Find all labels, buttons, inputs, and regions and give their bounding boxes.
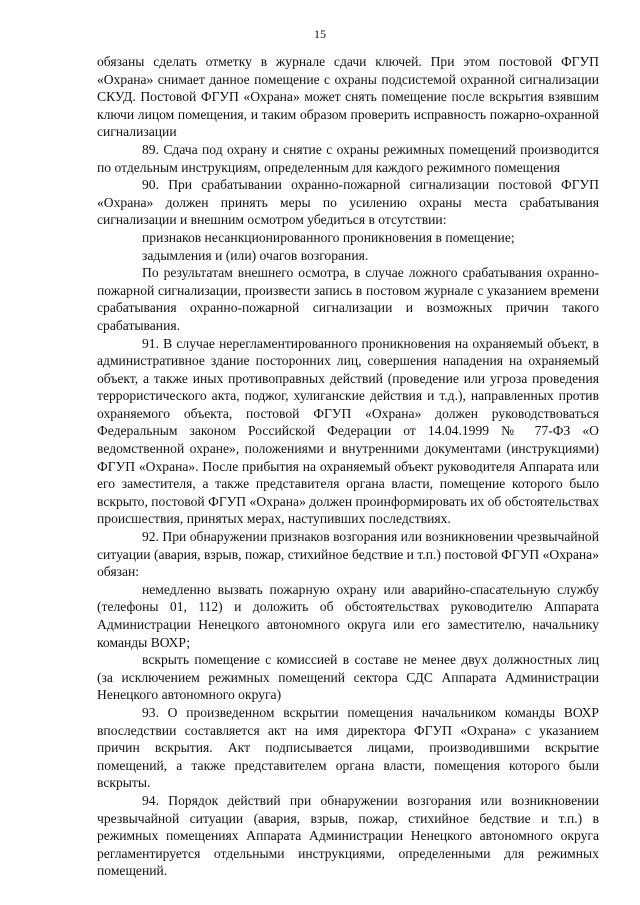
document-body bbox=[97, 53, 599, 880]
paragraph-92-item-2: вскрыть помещение с комиссией в составе не менее двух должностных лиц (за исключением режимных помещений сектора СДС Аппарата Администрации Ненецкого автономного округа) bbox=[97, 652, 599, 703]
paragraph-93: 93. О произведенном вскрытии помещения начальником команды ВОХР впоследствии составляется акт на имя директора ФГУП «Охрана» с указанием причин вскрытия. Акт подписывается лицами, производившими вскрытие помещений, а также представителем органа власти, помещения которого были вскрыты. bbox=[97, 704, 599, 791]
paragraph-91: 91. В случае нерегламентированного проникновения на охраняемый объект, в административное здание посторонних лиц, совершения нападения на охраняемый объект, а также иных противоправных действий (проведение или угроза проведения террористического акта, поджог, хулиганские действия и т.д.), направленных против охраняемого объекта, постовой ФГУП «Охрана» должен руководствоваться Федеральным законом Российской Федерации от 14.04.1999 № 77-ФЗ «О ведомственной охране», положениями и внутренними документами (инструкциями) ФГУП «Охрана». После прибытия на охраняемый объект руководителя Аппарата или его заместителя, а также представителя органа власти, помещение которого было вскрыто, постовой ФГУП «Охрана» должен проинформировать их об обстоятельствах происшествия, принятых мерах, наступивших последствиях. bbox=[97, 335, 599, 527]
paragraph-92: 92. При обнаружении признаков возгорания или возникновении чрезвычайной ситуации (авария, взрыв, пожар, стихийное бедствие и т.п.) постовой ФГУП «Охрана» обязан: bbox=[97, 529, 599, 580]
paragraph-90-item-1: признаков несанкционированного проникновения в помещение; bbox=[142, 229, 515, 245]
page-number: 15 bbox=[314, 27, 326, 41]
paragraph-90-results: По результатам внешнего осмотра, в случае ложного срабатывания охранно-пожарной сигнализации, произвести запись в постовом журнале с указанием времени срабатывания охранно-пожарной сигнализации и возможных причин такого срабатывания. bbox=[97, 265, 599, 333]
paragraph-90-item-2: задымления и (или) очагов возгорания. bbox=[142, 247, 369, 263]
paragraph-continuation: обязаны сделать отметку в журнале сдачи ключей. При этом постовой ФГУП «Охрана» снимает данное помещение с охраны подсистемой охранной сигнализации СКУД. Постовой ФГУП «Охрана» может снять помещение после вскрытия взявшим ключи лицом помещения, и таким образом проверить исправность пожарно-охранной сигнализации bbox=[97, 54, 599, 140]
paragraph-94: 94. Порядок действий при обнаружении возгорания или возникновении чрезвычайной ситуации (авария, взрыв, пожар, стихийное бедствие и т.п.) в режимных помещениях Аппарата Администрации Ненецкого автономного округа регламентируется отдельными инструкциями, определенными для режимных помещений. bbox=[97, 792, 599, 879]
paragraph-92-item-1: немедленно вызвать пожарную охрану или аварийно-спасательную службу (телефоны 01, 112) и доложить об обстоятельствах руководителю Аппарата Администрации Ненецкого автономного округа или его заместителю, начальнику команды ВОХР; bbox=[97, 581, 599, 650]
paragraph-89: 89. Сдача под охрану и снятие с охраны режимных помещений производится по отдельным инструкциям, определенным для каждого режимного помещения bbox=[97, 141, 599, 175]
paragraph-90: 90. При срабатывании охранно-пожарной сигнализации постовой ФГУП «Охрана» должен принять меры по усилению охраны места срабатывания сигнализации и внешним осмотром убедиться в отсутствии: bbox=[97, 177, 599, 228]
